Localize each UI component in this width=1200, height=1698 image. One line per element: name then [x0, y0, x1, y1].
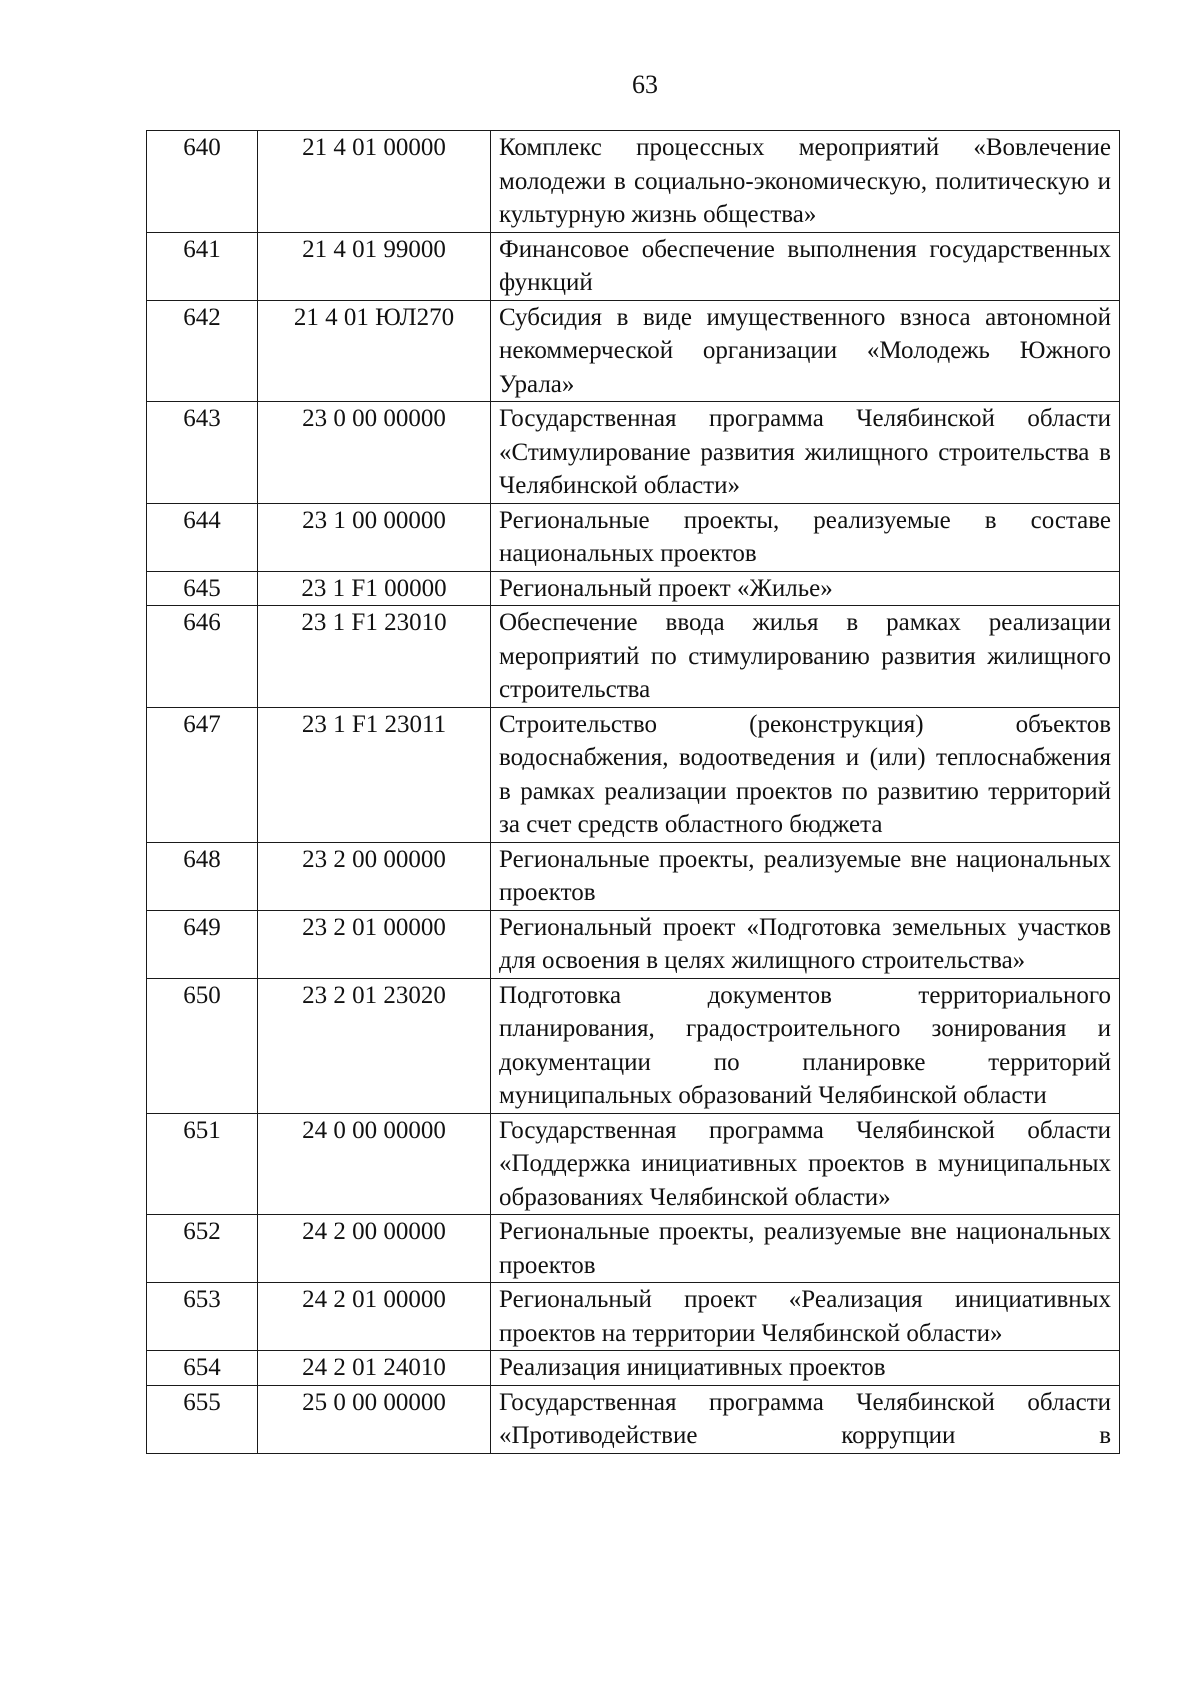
table-row: [147, 978, 1120, 1113]
classification-code: 24 2 00 00000: [258, 1215, 491, 1283]
table-row: [147, 1113, 1120, 1215]
page-number: 63: [632, 70, 658, 99]
row-number: 642: [147, 300, 258, 402]
item-name: Подготовка документов территориального планирования, градостроительного зонирования и документации по планировке территорий муниципальных образований Челябинской области: [491, 978, 1120, 1113]
table-row: [147, 606, 1120, 708]
row-number: 653: [147, 1283, 258, 1351]
classification-code: 24 2 01 24010: [258, 1351, 491, 1386]
classification-code: 23 1 F1 23010: [258, 606, 491, 708]
table-row: [147, 503, 1120, 571]
table-row: [147, 1351, 1120, 1386]
row-number: 643: [147, 402, 258, 504]
classification-code: 23 1 F1 00000: [258, 571, 491, 606]
budget-codes-table: [146, 130, 1120, 1454]
classification-code: 23 1 00 00000: [258, 503, 491, 571]
item-name: Государственная программа Челябинской области «Стимулирование развития жилищного строительства в Челябинской области»: [491, 402, 1120, 504]
row-number: 644: [147, 503, 258, 571]
classification-code: 24 0 00 00000: [258, 1113, 491, 1215]
item-name: Государственная программа Челябинской области «Поддержка инициативных проектов в муниципальных образованиях Челябинской области»: [491, 1113, 1120, 1215]
table-row: [147, 1283, 1120, 1351]
table-row: [147, 232, 1120, 300]
classification-code: 25 0 00 00000: [258, 1385, 491, 1453]
row-number: 647: [147, 707, 258, 842]
item-name: Региональные проекты, реализуемые в составе национальных проектов: [491, 503, 1120, 571]
table-row: [147, 1215, 1120, 1283]
item-name: Реализация инициативных проектов: [491, 1351, 1120, 1386]
table-row: [147, 707, 1120, 842]
item-name: Региональные проекты, реализуемые вне национальных проектов: [491, 1215, 1120, 1283]
item-name: Строительство (реконструкция) объектов водоснабжения, водоотведения и (или) теплоснабжения в рамках реализации проектов по развитию территорий за счет средств областного бюджета: [491, 707, 1120, 842]
row-number: 646: [147, 606, 258, 708]
row-number: 648: [147, 842, 258, 910]
table-row: [147, 131, 1120, 233]
item-name: Государственная программа Челябинской области «Противодействие коррупции в: [491, 1385, 1120, 1453]
item-name: Региональный проект «Подготовка земельных участков для освоения в целях жилищного строительства»: [491, 910, 1120, 978]
classification-code: 23 2 00 00000: [258, 842, 491, 910]
classification-code: 21 4 01 00000: [258, 131, 491, 233]
table-row: [147, 842, 1120, 910]
row-number: 654: [147, 1351, 258, 1386]
item-name: Финансовое обеспечение выполнения государственных функций: [491, 232, 1120, 300]
classification-code: 23 2 01 23020: [258, 978, 491, 1113]
row-number: 650: [147, 978, 258, 1113]
row-number: 641: [147, 232, 258, 300]
table-row: [147, 571, 1120, 606]
classification-code: 23 1 F1 23011: [258, 707, 491, 842]
classification-code: 23 2 01 00000: [258, 910, 491, 978]
classification-code: 23 0 00 00000: [258, 402, 491, 504]
item-name: Обеспечение ввода жилья в рамках реализации мероприятий по стимулированию развития жилищного строительства: [491, 606, 1120, 708]
row-number: 655: [147, 1385, 258, 1453]
table-body: [147, 131, 1120, 1454]
classification-code: 21 4 01 99000: [258, 232, 491, 300]
table-row: [147, 910, 1120, 978]
row-number: 640: [147, 131, 258, 233]
row-number: 651: [147, 1113, 258, 1215]
row-number: 649: [147, 910, 258, 978]
classification-code: 24 2 01 00000: [258, 1283, 491, 1351]
row-number: 652: [147, 1215, 258, 1283]
item-name: Региональный проект «Жилье»: [491, 571, 1120, 606]
table-row: [147, 300, 1120, 402]
table-row: [147, 402, 1120, 504]
item-name: Субсидия в виде имущественного взноса автономной некоммерческой организации «Молодежь Южного Урала»: [491, 300, 1120, 402]
item-name: Региональный проект «Реализация инициативных проектов на территории Челябинской области»: [491, 1283, 1120, 1351]
table-row: [147, 1385, 1120, 1453]
row-number: 645: [147, 571, 258, 606]
item-name: Региональные проекты, реализуемые вне национальных проектов: [491, 842, 1120, 910]
item-name: Комплекс процессных мероприятий «Вовлечение молодежи в социально-экономическую, политическую и культурную жизнь общества»: [491, 131, 1120, 233]
classification-code: 21 4 01 ЮЛ270: [258, 300, 491, 402]
